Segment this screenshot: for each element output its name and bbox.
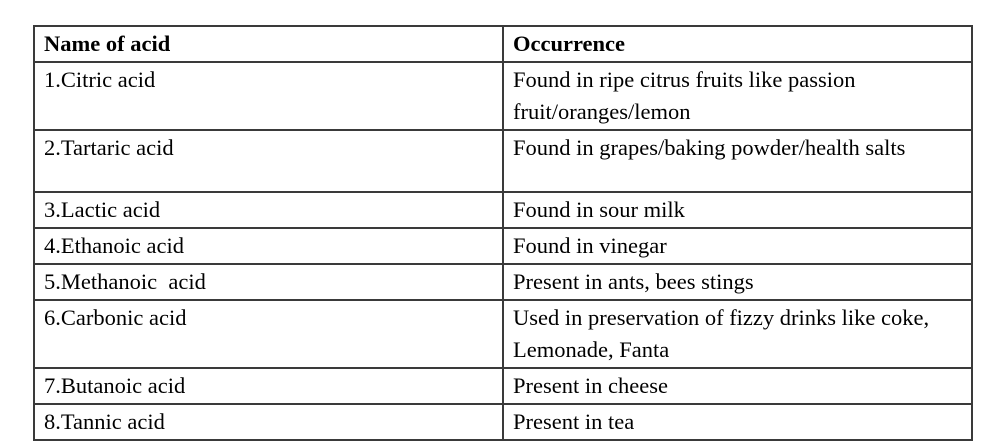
occurrence-cell: Present in cheese [503, 368, 972, 404]
column-header-occurrence: Occurrence [503, 26, 972, 62]
acid-name-cell: 1.Citric acid [34, 62, 503, 130]
table-row [34, 62, 972, 130]
occurrence-cell: Found in ripe citrus fruits like passion fruit/oranges/lemon [503, 62, 972, 130]
table-row [34, 192, 972, 228]
acid-name-cell: 6.Carbonic acid [34, 300, 503, 368]
occurrence-cell: Found in vinegar [503, 228, 972, 264]
table-row [34, 130, 972, 192]
table-row [34, 300, 972, 368]
acid-name-cell: 5.Methanoic acid [34, 264, 503, 300]
occurrence-cell: Present in tea [503, 404, 972, 440]
occurrence-cell: Used in preservation of fizzy drinks like coke, Lemonade, Fanta [503, 300, 972, 368]
table-header-row [34, 26, 972, 62]
occurrence-cell: Present in ants, bees stings [503, 264, 972, 300]
column-header-name-of-acid: Name of acid [34, 26, 503, 62]
occurrence-cell: Found in sour milk [503, 192, 972, 228]
acid-name-cell: 8.Tannic acid [34, 404, 503, 440]
occurrence-cell: Found in grapes/baking powder/health salts [503, 130, 972, 192]
table-row [34, 368, 972, 404]
acid-name-cell: 7.Butanoic acid [34, 368, 503, 404]
table-row [34, 228, 972, 264]
table-row [34, 264, 972, 300]
acid-name-cell: 4.Ethanoic acid [34, 228, 503, 264]
acid-name-cell: 3.Lactic acid [34, 192, 503, 228]
table-row [34, 404, 972, 440]
acids-occurrence-table [33, 25, 973, 441]
acid-name-cell: 2.Tartaric acid [34, 130, 503, 192]
